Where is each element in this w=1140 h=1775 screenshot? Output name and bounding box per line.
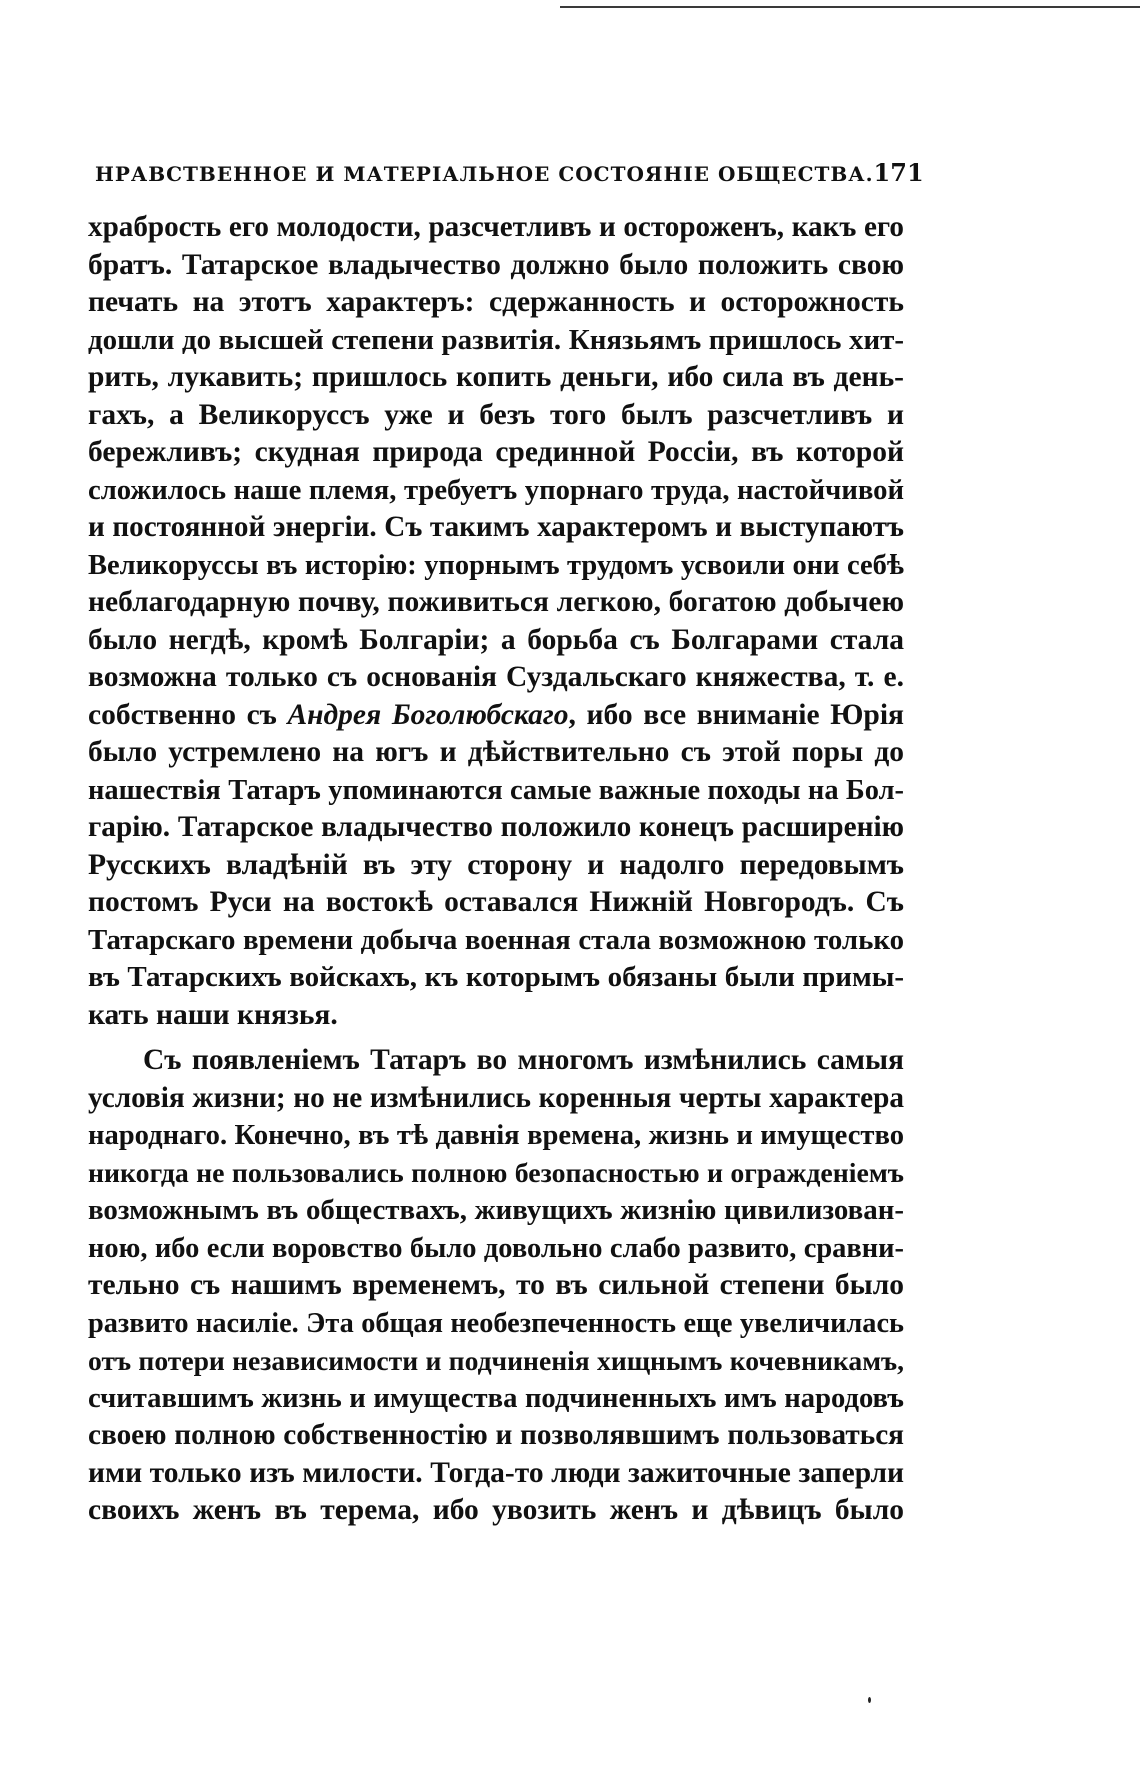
text-line: тельно съ нашимъ временемъ, то въ сильной степени было (88, 1269, 904, 1301)
text-line: братъ. Татарское владычество должно было положить свою (88, 248, 904, 281)
text-line: неблагодарную почву, поживиться легкою, богатою добычею (88, 586, 904, 618)
text-line: сложилось наше племя, требуетъ упорнаго труда, настойчивой (88, 473, 904, 506)
text-line: никогда не пользовались полною безопасностью и огражденіемъ (88, 1157, 904, 1189)
running-head (95, 158, 924, 198)
text-line: своею полною собственностію и позволявшимъ пользоваться (88, 1419, 904, 1451)
text-line: условія жизни; но не измѣнились коренныя черты характера (88, 1081, 904, 1114)
text-line: возможна только съ основанія Суздальскаго княжества, т. е. (88, 661, 904, 693)
text-line: въ Татарскихъ войскахъ, къ которымъ обязаны были примы- (88, 961, 904, 993)
text-line: было устремлено на югъ и дѣйствительно съ этой поры до (88, 736, 904, 768)
text-line: и постоянной энергіи. Съ такимъ характеромъ и выступаютъ (88, 511, 904, 543)
italic-proper-name: Андрея Боголюбскаго (287, 698, 569, 731)
paragraph-1 (88, 209, 904, 1034)
text-line: нашествія Татаръ упоминаются самые важные походы на Бол- (88, 774, 904, 806)
text-line: возможнымъ въ обществахъ, живущихъ жизнію цивилизован- (88, 1194, 904, 1226)
text-line: храбрость его молодости, разсчетливъ и остороженъ, какъ его (88, 211, 904, 243)
text-line: бережливъ; скудная природа срединной Россіи, въ которой (88, 436, 904, 468)
line-segment: собственно съ (88, 698, 277, 731)
text-line: считавшимъ жизнь и имущества подчиненныхъ имъ народовъ (88, 1381, 904, 1414)
text-line: развито насиліе. Эта общая необезпеченность еще увеличилась (88, 1307, 904, 1339)
text-line: народнаго. Конечно, въ тѣ давнія времена, жизнь и имущество (88, 1120, 904, 1151)
text-line: кать наши князья. (88, 998, 338, 1031)
text-line: рить, лукавить; пришлось копить деньги, ибо сила въ день- (88, 361, 904, 393)
text-line: было негдѣ, кромѣ Болгаріи; а борьба съ Болгарами стала (88, 623, 904, 656)
text-line: гахъ, а Великоруссъ уже и безъ того былъ разсчетливъ и (88, 398, 904, 431)
text-line: своихъ женъ въ терема, ибо увозить женъ и дѣвицъ было (88, 1494, 904, 1526)
paragraph-gap (88, 1034, 904, 1042)
running-title: НРАВСТВЕННОЕ И МАТЕРІАЛЬНОЕ СОСТОЯНІЕ ОБЩЕСТВА. (95, 162, 874, 186)
text-line: Великоруссы въ исторію: упорнымъ трудомъ усвоили они себѣ (88, 549, 904, 581)
scan-edge-rule (560, 6, 1140, 8)
text-line: отъ потери независимости и подчиненія хищнымъ кочевникамъ, (88, 1345, 904, 1376)
text-line: дошли до высшей степени развитія. Князьямъ пришлось хит- (88, 323, 904, 356)
scan-speck (868, 1697, 871, 1703)
text-line: постомъ Руси на востокѣ оставался Нижній Новгородъ. Съ (88, 886, 904, 918)
paragraph-2 (88, 1042, 904, 1530)
body-text (88, 209, 904, 1530)
text-line-indented: Съ появленіемъ Татаръ во многомъ измѣнились самыя (143, 1044, 904, 1076)
text-line: гарію. Татарское владычество положило конецъ расширенію (88, 811, 904, 843)
text-line: печать на этотъ характеръ: сдержанность и осторожность (88, 286, 904, 318)
text-line: Русскихъ владѣній въ эту сторону и надолго передовымъ (88, 848, 904, 881)
text-line-with-name (88, 697, 904, 735)
text-line: ною, ибо если воровство было довольно слабо развито, сравни- (88, 1232, 904, 1264)
text-line: ими только изъ милости. Тогда-то люди зажиточные заперли (88, 1456, 904, 1489)
page-number: 171 (873, 158, 924, 187)
line-segment: , ибо все вниманіе Юрія (568, 698, 904, 731)
text-line: Татарскаго времени добыча военная стала возможною только (88, 923, 904, 956)
